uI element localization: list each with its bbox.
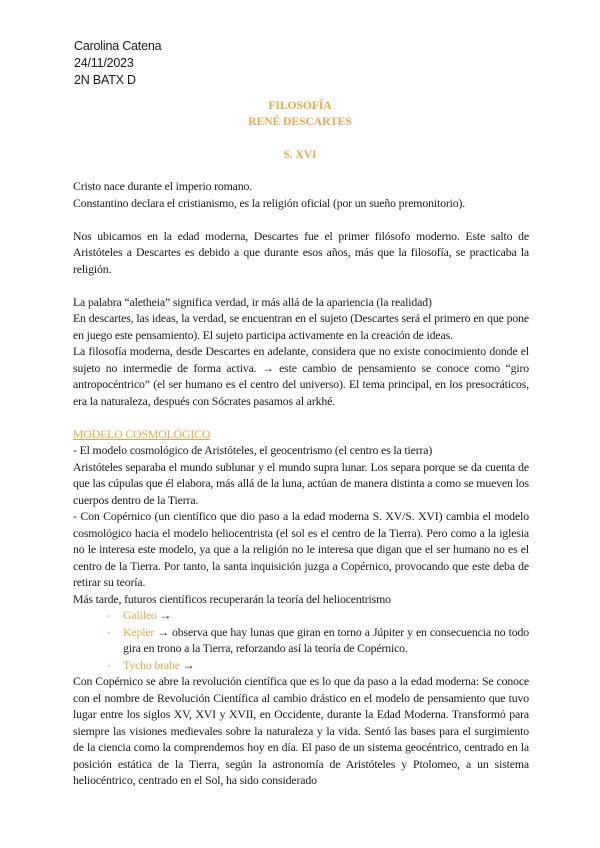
document-date: 24/11/2023 [74, 56, 134, 70]
century-title: S. XVI [283, 149, 317, 161]
paragraph: Con Copérnico se abre la revolución científica que es lo que da paso a la edad moderna: Se conoce con el nombre de Revolución Científica al cambio drástico en el modelo de pensamiento que tuvo lugar entre los siglos XV, XVI y XVII, en Occidente, durante la Edad Moderna. Transformó para siempre las visiones medievales sobre la naturaleza y la vida. Sentó las bases para el surgimiento de la ciencia como la comprendemos hoy en día. El paso de un sistema geocéntrico, centrado en la posición estática de la Tierra, según la astronomía de Aristóteles y Ptolomeo, a un sistema heliocéntrico, centrado en el Sol, ha sido considerado [73, 674, 529, 787]
list-item-text: → [156, 608, 172, 622]
paragraph: La palabra “aletheia” significa verdad, ir más allá de la apariencia (la realidad) [73, 294, 432, 309]
document-header [74, 38, 161, 89]
list-item [107, 657, 529, 674]
scientist-name: Tycho brahe [123, 657, 180, 672]
scientist-list [73, 607, 529, 673]
paragraph: En descartes, las ideas, la verdad, se encuentran en el sujeto (Descartes será el primero en que pone en juego este pensamiento). El sujeto participa activamente en la creación de ideas. [73, 311, 529, 342]
topic-title: RENÉ DESCARTES [248, 116, 352, 128]
list-dash: - [107, 608, 111, 622]
paragraph: Aristóteles separaba el mundo sublunar y el mundo supra lunar. Los separa porque se da cuenta de que las cúpulas que él elabora, más allá de la luna, actúan de manera distinta a como se mueven los cuerpos dentro de la Tierra. [73, 459, 529, 507]
list-item [107, 607, 529, 624]
document-body [73, 178, 529, 789]
paragraph: Nos ubicamos en la edad moderna, Descartes fue el primer filósofo moderno. Este salto de Aristóteles a Descartes es debido a que durante esos años, más que la filosofía, se practicaba la religión. [73, 228, 529, 276]
list-dash: - [107, 624, 111, 639]
course-label: 2N BATX D [74, 73, 136, 87]
list-item-text: → [179, 657, 195, 672]
paragraph: Más tarde, futuros científicos recuperarán la teoría del heliocentrismo [73, 591, 391, 606]
list-item [107, 624, 529, 657]
section-heading: MODELO COSMOLÓGICO [73, 426, 211, 441]
paragraph: - Con Copérnico (un científico que dio paso a la edad moderna S. XV/S. XVI) cambia el modelo cosmológico hacia el modelo heliocentrista (el sol es el centro de la Tierra). Pero como a la iglesia no le interesa este modelo, ya que a la religión no le interesa que digan que el ser humano no es el centro de la Tierra. Por tanto, la santa inquisición juzga a Copérnico, provocando que este deba de retirar su teoría. [73, 509, 529, 589]
paragraph: Constantino declara el cristianismo, es la religión oficial (por un sueño premonitorio). [73, 195, 466, 210]
list-item-text: → observa que hay lunas que giran en torno a Júpiter y en consecuencia no todo gira en trono a la Tierra, reforzando así la teoría de Copérnico. [123, 624, 529, 655]
author-name: Carolina Catena [74, 39, 162, 53]
scientist-name: Kepler [123, 624, 155, 639]
subject-title: FILOSOFÍA [268, 100, 332, 112]
paragraph: - El modelo cosmológico de Aristóteles, el geocentrismo (el centro es la tierra) [73, 443, 433, 457]
paragraph: La filosofía moderna, desde Descartes en adelante, considera que no existe conocimiento donde el sujeto no intermedie de forma activa. → este cambio de pensamiento se conoce como “giro antropocéntrico” (el ser humano es el centro del universo). El tema principal, en los presocráticos, era la naturaleza, después con Sócrates pasamos al arkhé. [73, 344, 529, 408]
paragraph: Cristo nace durante el imperio romano. [73, 179, 253, 193]
list-dash: - [107, 657, 111, 672]
scientist-name: Galileo [123, 608, 157, 622]
